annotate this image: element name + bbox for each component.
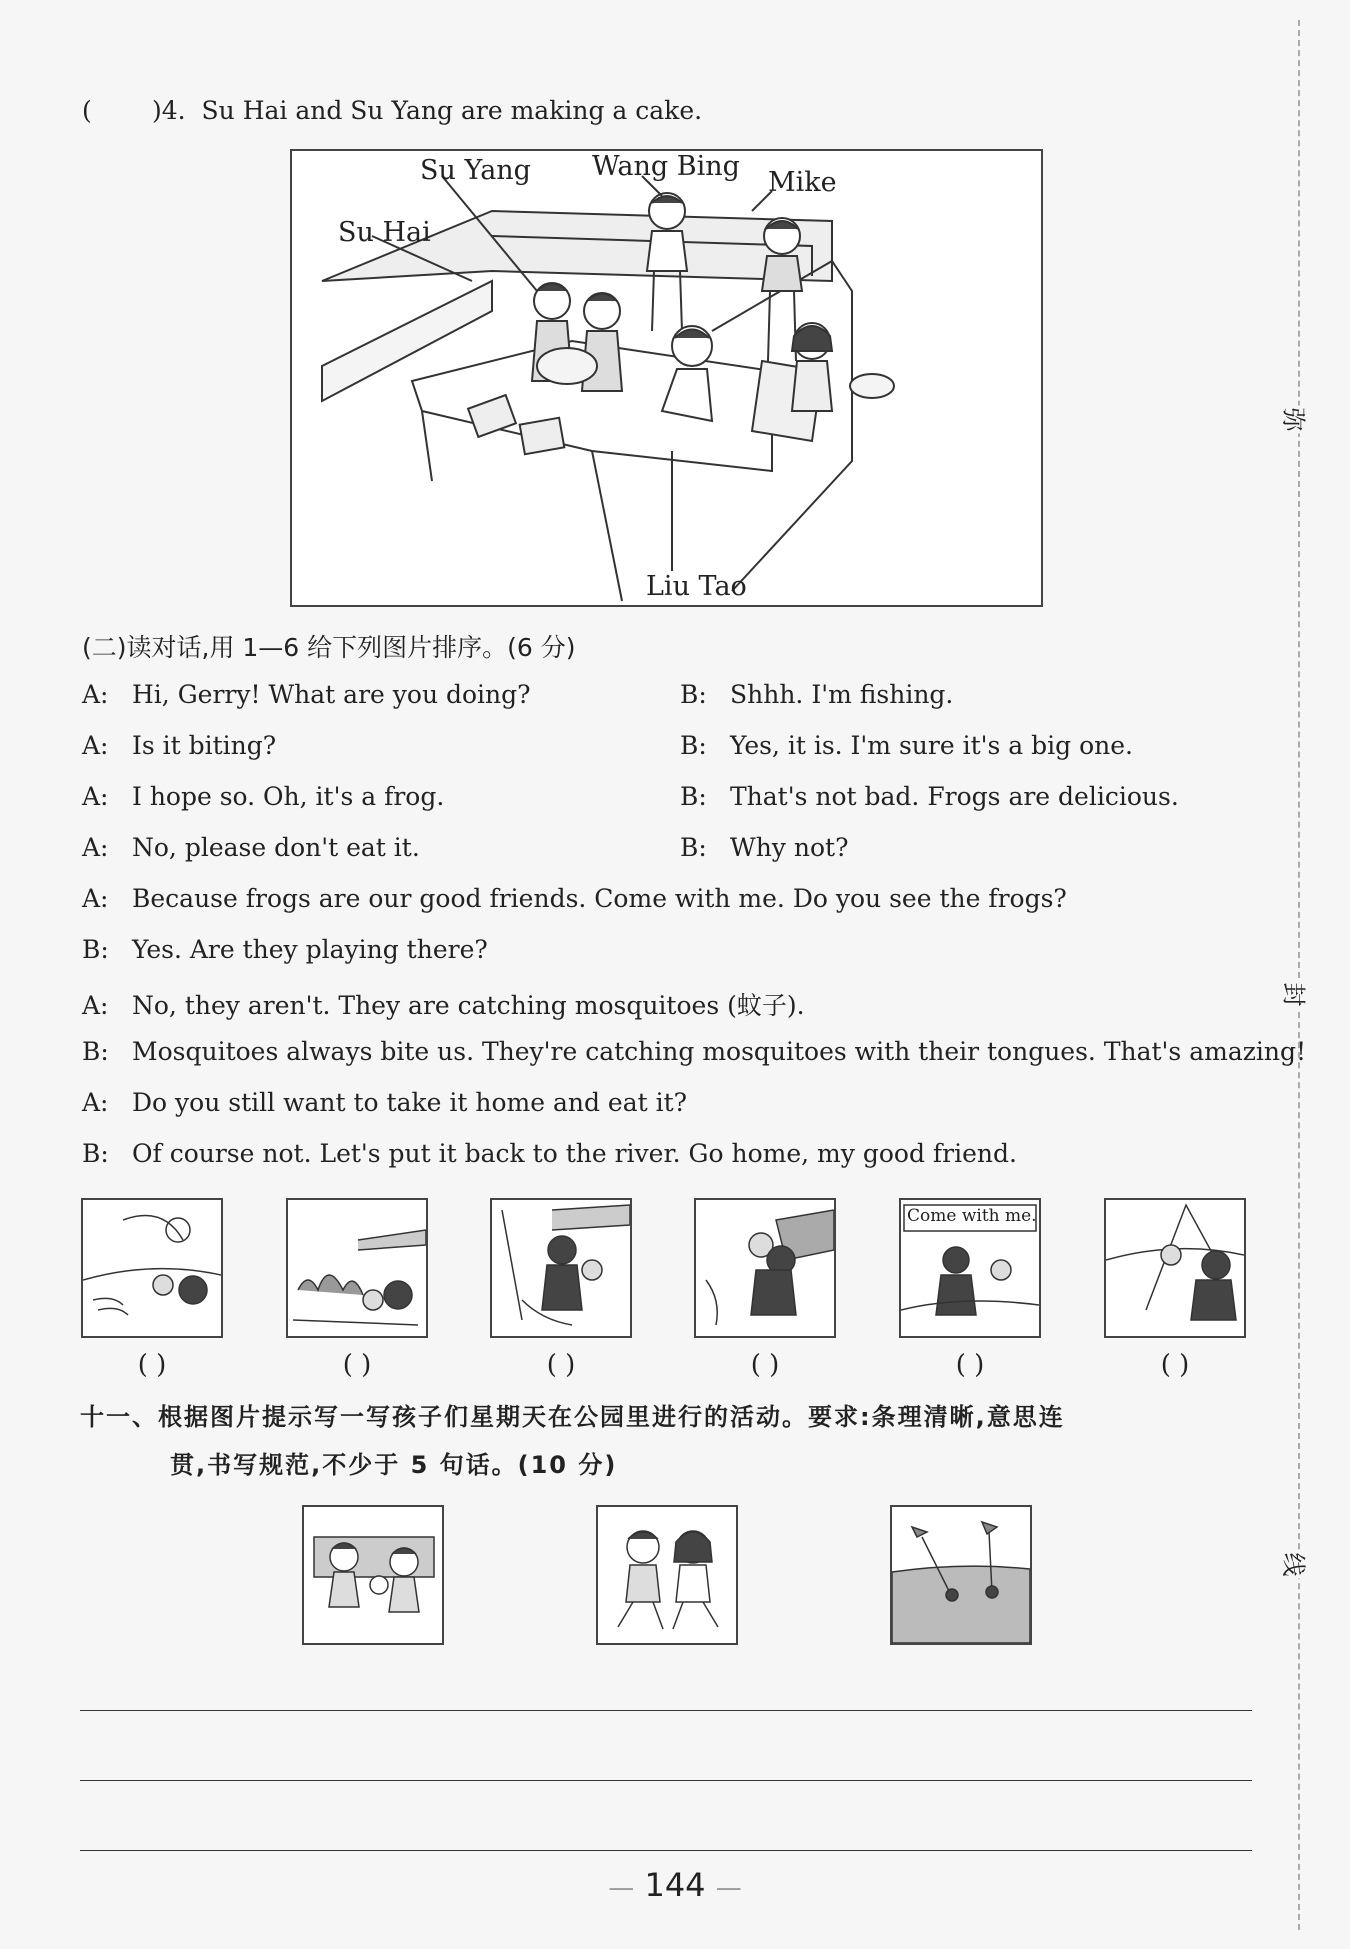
- label-su-yang: Su Yang: [420, 155, 531, 186]
- task-11-heading-line2: 贯,书写规范,不少于 5 句话。(10 分): [170, 1451, 618, 1479]
- kitchen-illustration: [290, 149, 1043, 607]
- dialogue-line: B: Mosquitoes always bite us. They're catching mosquitoes with their tongues. That's amazing!: [82, 1037, 1307, 1066]
- dialogue-line: A: Because frogs are our good friends. Come with me. Do you see the frogs?: [82, 884, 1067, 913]
- story-picture-6: [1104, 1198, 1246, 1338]
- label-wang-bing: Wang Bing: [592, 151, 740, 182]
- dialogue-line: B: Yes. Are they playing there?: [82, 935, 488, 964]
- answer-blank[interactable]: ( ): [1160, 1350, 1190, 1380]
- dialogue-line: A: Is it biting?: [82, 731, 277, 760]
- answer-blank[interactable]: ( ): [137, 1350, 167, 1380]
- task-11-heading-line1: 十一、根据图片提示写一写孩子们星期天在公园里进行的活动。要求:条理清晰,意思连: [80, 1403, 1065, 1431]
- dialogue-line: B: Why not?: [680, 833, 849, 862]
- dialogue-line: A: Hi, Gerry! What are you doing?: [82, 680, 531, 709]
- margin-char: 线: [1277, 1551, 1316, 1579]
- child-girl-right: [792, 323, 832, 411]
- activity-picture-running: [596, 1505, 738, 1645]
- answer-blank[interactable]: ( ): [955, 1350, 985, 1380]
- story-picture-5: [899, 1198, 1041, 1338]
- answer-blank[interactable]: ( ): [546, 1350, 576, 1380]
- label-su-hai: Su Hai: [338, 217, 431, 248]
- dialogue-line: B: Of course not. Let's put it back to the river. Go home, my good friend.: [82, 1139, 1017, 1168]
- dialogue-line: A: No, they aren't. They are catching mosquitoes (蚊子).: [82, 991, 805, 1020]
- writing-line[interactable]: [80, 1710, 1252, 1711]
- question-4: ( )4. Su Hai and Su Yang are making a cake.: [82, 96, 703, 125]
- dialogue-line: A: No, please don't eat it.: [82, 833, 420, 862]
- speech-bubble-text: Come with me.: [907, 1206, 1037, 1226]
- activity-picture-kites: [890, 1505, 1032, 1645]
- question-text: Su Hai and Su Yang are making a cake.: [201, 96, 703, 125]
- seal-dashed-line: [1298, 20, 1300, 1930]
- dialogue-line: B: Shhh. I'm fishing.: [680, 680, 954, 709]
- margin-char: 封: [1277, 981, 1316, 1009]
- dialogue-line: B: That's not bad. Frogs are delicious.: [680, 782, 1179, 811]
- page-number: — 144 —: [608, 1866, 742, 1904]
- dialogue-line: B: Yes, it is. I'm sure it's a big one.: [680, 731, 1133, 760]
- margin-char: 弥: [1277, 406, 1316, 434]
- label-liu-tao: Liu Tao: [646, 571, 747, 602]
- story-picture-1: [81, 1198, 223, 1338]
- story-picture-2: [286, 1198, 428, 1338]
- dialogue-line: A: I hope so. Oh, it's a frog.: [82, 782, 445, 811]
- writing-line[interactable]: [80, 1780, 1252, 1781]
- dialogue-line: A: Do you still want to take it home and eat it?: [82, 1088, 688, 1117]
- story-picture-4: [694, 1198, 836, 1338]
- answer-blank[interactable]: ( ): [342, 1350, 372, 1380]
- question-number: 4.: [161, 96, 186, 125]
- label-mike: Mike: [768, 167, 837, 198]
- answer-blank[interactable]: ( ): [750, 1350, 780, 1380]
- writing-line[interactable]: [80, 1850, 1252, 1851]
- answer-paren[interactable]: (: [82, 96, 92, 125]
- section-2-heading: (二)读对话,用 1—6 给下列图片排序。(6 分): [82, 633, 576, 662]
- child-wang-bing: [647, 193, 687, 331]
- activity-picture-football: [302, 1505, 444, 1645]
- story-picture-3: [490, 1198, 632, 1338]
